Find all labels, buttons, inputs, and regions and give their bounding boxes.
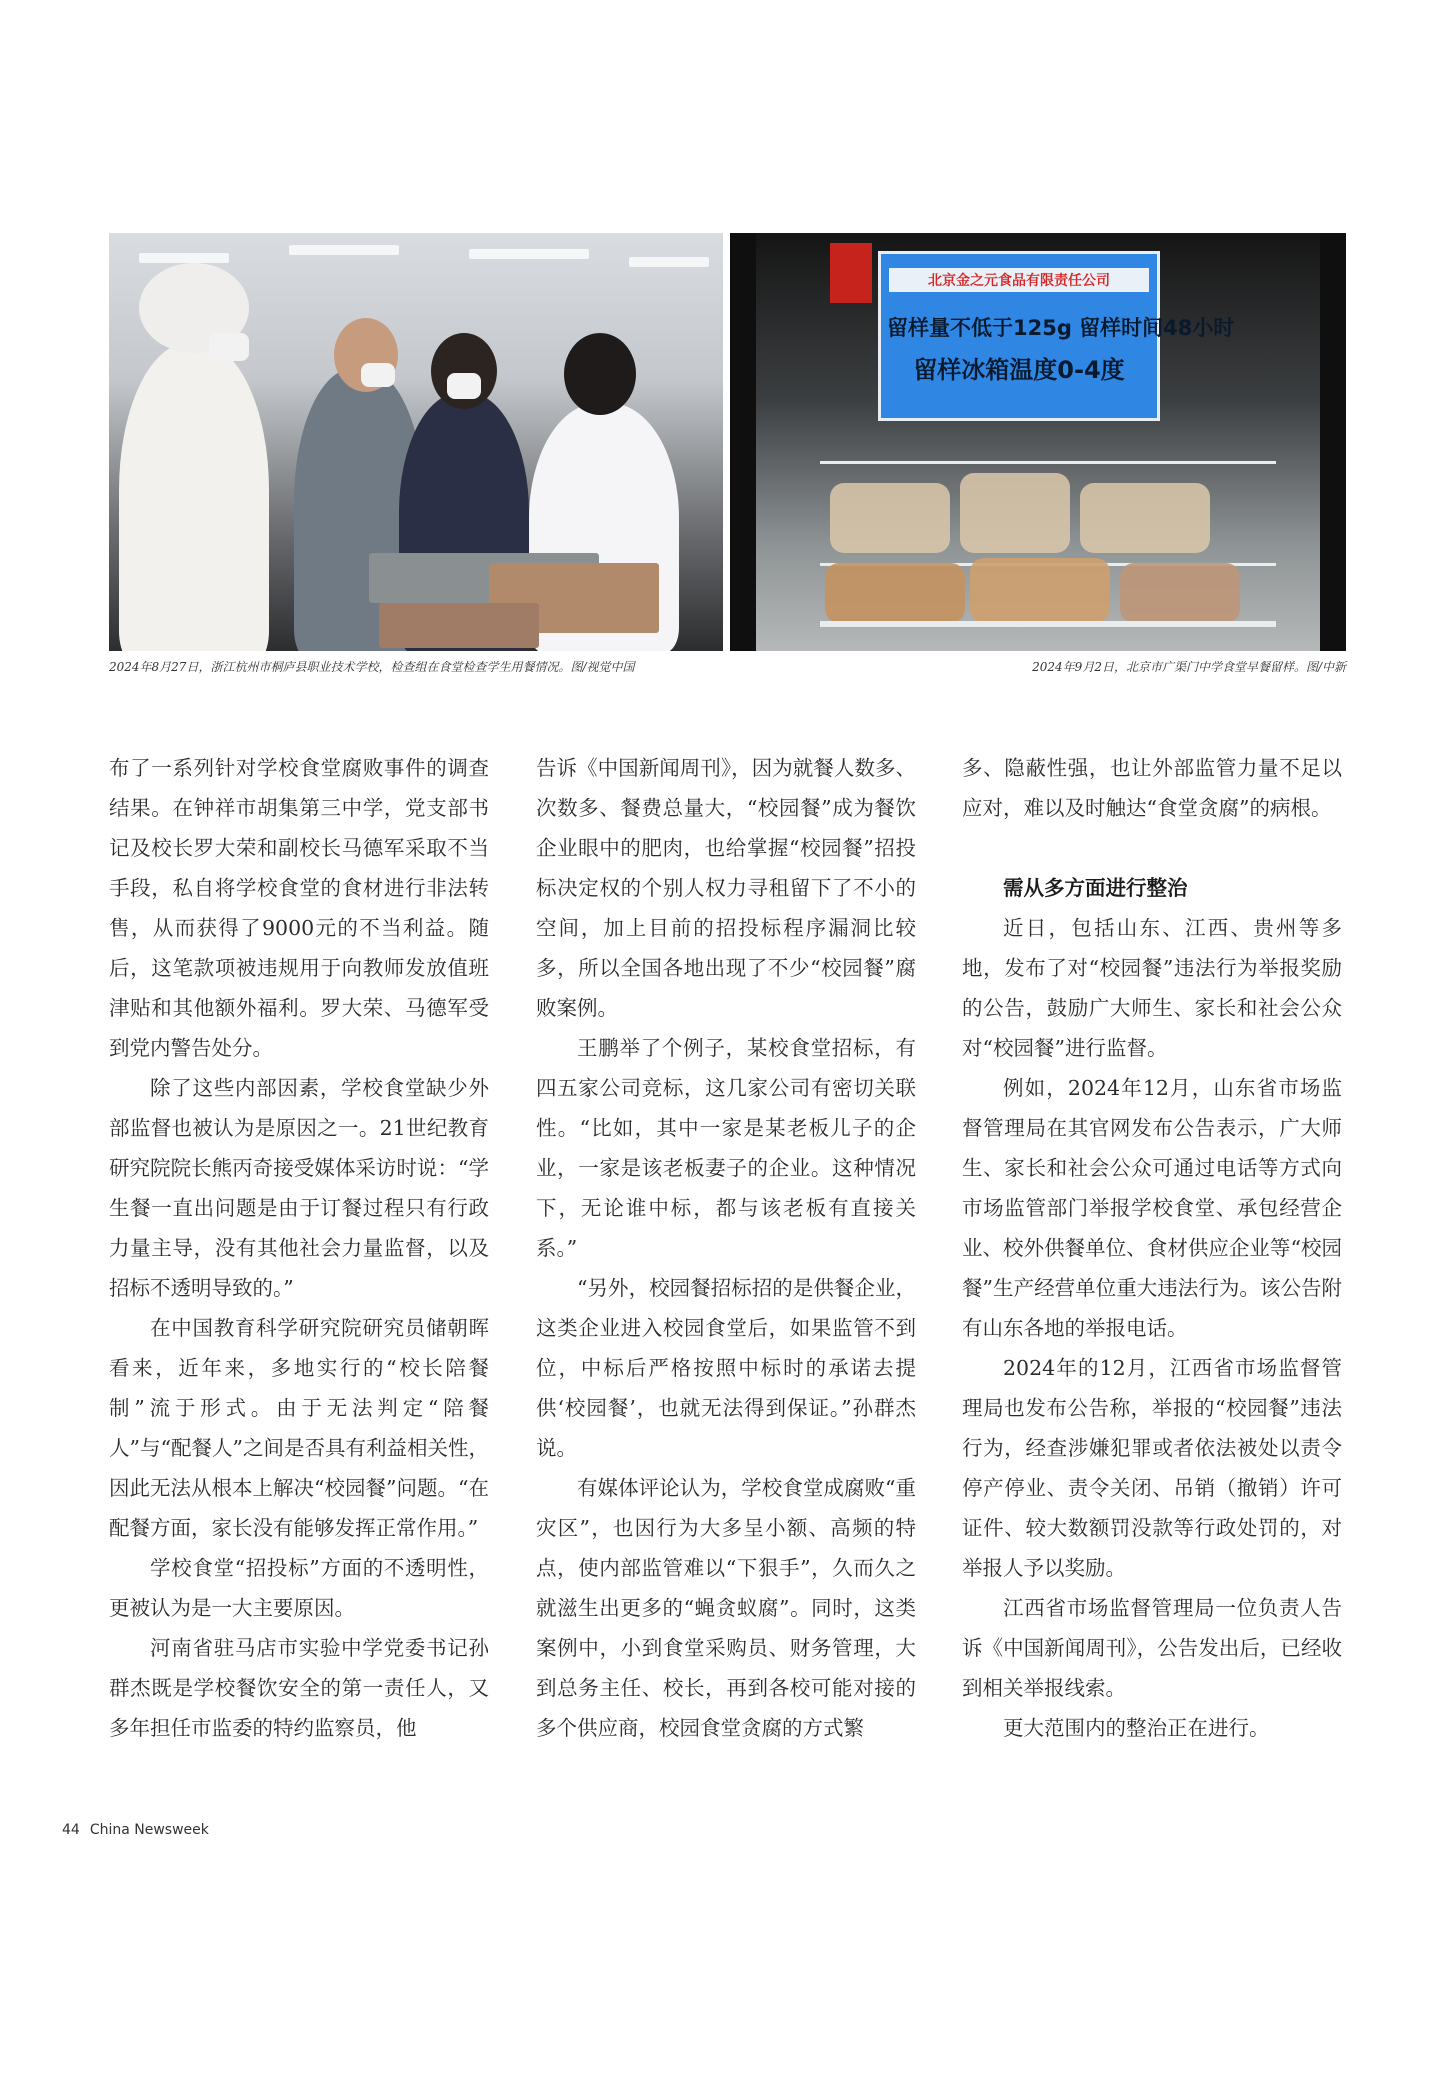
paragraph: 更大范围内的整治正在进行。 xyxy=(1003,1716,1270,1740)
sign-company-name: 北京金之元食品有限责任公司 xyxy=(889,268,1149,292)
page-folio xyxy=(62,1822,219,1838)
sample-bag xyxy=(830,483,950,553)
worker-mask xyxy=(209,333,249,361)
sample-bag xyxy=(1120,563,1240,623)
paragraph: 在中国教育科学研究院研究员储朝晖看来，近年来，多地实行的“校长陪餐制”流于形式。由于无法判定“陪餐人”与“配餐人”之间是否具有利益相关性，因此无法从根本上解决“校园餐”问题。“在配餐方面，家长没有能够发挥正常作用。” xyxy=(109,1316,489,1540)
ceiling-light xyxy=(469,249,589,259)
inspector-mask xyxy=(361,363,395,387)
article-column-2 xyxy=(536,748,916,1748)
sign-retention-rule: 留样量不低于125g 留样时间48小时 xyxy=(887,316,1235,340)
paragraph: 学校食堂“招投标”方面的不透明性，更被认为是一大主要原因。 xyxy=(109,1556,489,1620)
photo-caption-left: 2024年8月27日，浙江杭州市桐庐县职业技术学校，检查组在食堂检查学生用餐情况。图/视觉中国 xyxy=(109,660,635,674)
red-sticker xyxy=(830,243,872,303)
paragraph: 有媒体评论认为，学校食堂成腐败“重灾区”，也因行为大多呈小额、高频的特点，使内部监管难以“下狠手”，久而久之就滋生出更多的“蝇贪蚁腐”。同时，这类案例中，小到食堂采购员、财务管理，大到总务主任、校长，再到各校可能对接的多个供应商，校园食堂贪腐的方式繁 xyxy=(536,1476,916,1740)
fridge-shelf xyxy=(820,461,1276,464)
paragraph: “另外，校园餐招标招的是供餐企业，这类企业进入校园食堂后，如果监管不到位，中标后严格按照中标时的承诺去提供‘校园餐’，也就无法得到保证。”孙群杰说。 xyxy=(536,1276,916,1460)
paragraph: 河南省驻马店市实验中学党委书记孙群杰既是学校餐饮安全的第一责任人，又多年担任市监委的特约监察员，他 xyxy=(109,1636,489,1740)
sign-temperature-rule: 留样冰箱温度0-4度 xyxy=(913,356,1125,384)
paragraph: 多、隐蔽性强，也让外部监管力量不足以应对，难以及时触达“食堂贪腐”的病根。 xyxy=(962,756,1342,820)
food-sample-fridge-photo xyxy=(730,233,1346,651)
article-column-3 xyxy=(962,748,1342,1748)
fridge-wire-rack xyxy=(820,621,1276,627)
sample-retention-sign xyxy=(878,251,1235,421)
fridge-frame xyxy=(730,233,756,651)
paragraph: 2024年的12月，江西省市场监督管理局也发布公告称，举报的“校园餐”违法行为，经查涉嫌犯罪或者依法被处以责令停产停业、责令关闭、吊销（撤销）许可证件、较大数额罚没款等行政处罚的，对举报人予以奖励。 xyxy=(962,1356,1342,1580)
sample-bag xyxy=(960,473,1070,553)
inspector-mask xyxy=(447,373,481,399)
canteen-inspection-photo xyxy=(109,233,723,651)
paragraph: 近日，包括山东、江西、贵州等多地，发布了对“校园餐”违法行为举报奖励的公告，鼓励广大师生、家长和社会公众对“校园餐”进行监督。 xyxy=(962,916,1342,1060)
paragraph: 江西省市场监督管理局一位负责人告诉《中国新闻周刊》，公告发出后，已经收到相关举报线索。 xyxy=(962,1596,1342,1700)
paragraph: 布了一系列针对学校食堂腐败事件的调查结果。在钟祥市胡集第三中学，党支部书记及校长罗大荣和副校长马德军采取不当手段，私自将学校食堂的食材进行非法转售，从而获得了9000元的不当利益。随后，这笔款项被违规用于向教师发放值班津贴和其他额外福利。罗大荣、马德军受到党内警告处分。 xyxy=(109,756,489,1060)
page-number: 44 xyxy=(62,1822,80,1838)
ceiling-light xyxy=(289,245,399,255)
article-column-1 xyxy=(109,748,489,1748)
sample-bag xyxy=(1080,483,1210,553)
ceiling-light xyxy=(139,253,229,263)
paragraph: 王鹏举了个例子，某校食堂招标，有四五家公司竞标，这几家公司有密切关联性。“比如，其中一家是某老板儿子的企业，一家是该老板妻子的企业。这种情况下，无论谁中标，都与该老板有直接关系。” xyxy=(536,1036,916,1260)
photo-caption-right: 2024年9月2日，北京市广渠门中学食堂早餐留样。图/中新 xyxy=(1032,660,1346,674)
paragraph: 除了这些内部因素，学校食堂缺少外部监督也被认为是原因之一。21世纪教育研究院院长熊丙奇接受媒体采访时说：“学生餐一直出问题是由于订餐过程只有行政力量主导，没有其他社会力量监督，以及招标不透明导致的。” xyxy=(109,1076,489,1300)
paragraph: 告诉《中国新闻周刊》，因为就餐人数多、次数多、餐费总量大，“校园餐”成为餐饮企业眼中的肥肉，也给掌握“校园餐”招投标决定权的个别人权力寻租留下了不小的空间，加上目前的招投标程序漏洞比较多，所以全国各地出现了不少“校园餐”腐败案例。 xyxy=(536,756,916,1020)
publication-name: China Newsweek xyxy=(89,1822,209,1838)
sample-bag xyxy=(970,558,1110,623)
student-head xyxy=(564,333,636,415)
paragraph: 例如，2024年12月，山东省市场监督管理局在其官网发布公告表示，广大师生、家长和社会公众可通过电话等方式向市场监管部门举报学校食堂、承包经营企业、校外供餐单位、食材供应企业等“校园餐”生产经营单位重大违法行为。该公告附有山东各地的举报电话。 xyxy=(962,1076,1342,1340)
sample-bag xyxy=(825,563,965,623)
fridge-frame xyxy=(1320,233,1346,651)
ceiling-light xyxy=(629,257,709,267)
section-heading: 需从多方面进行整治 xyxy=(1003,876,1188,900)
food-tray xyxy=(379,603,539,648)
worker-figure xyxy=(119,343,269,651)
